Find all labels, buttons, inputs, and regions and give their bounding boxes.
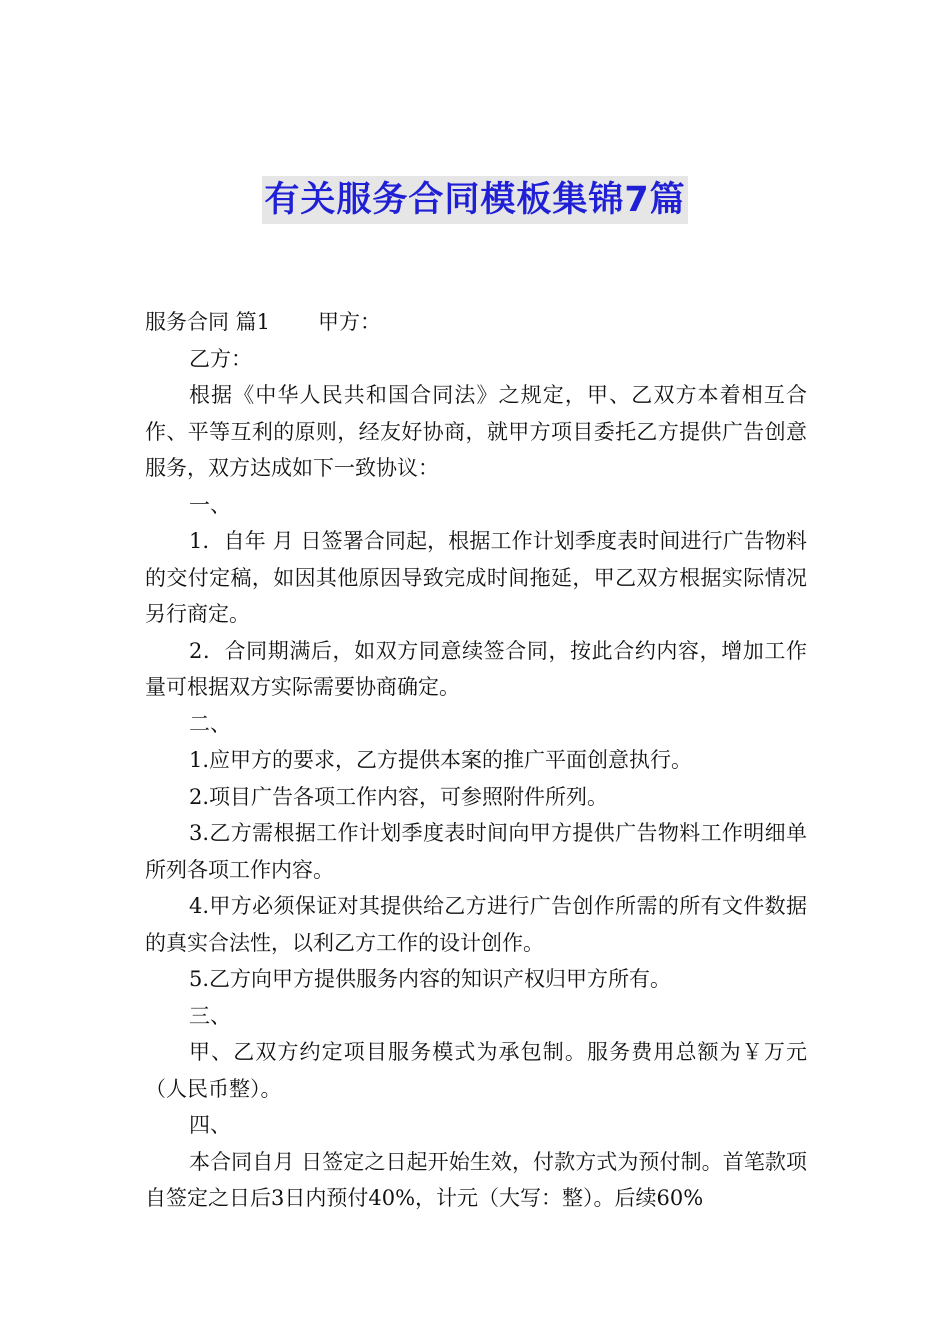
document-body [145,304,807,1217]
paragraph: 本合同自月 日签定之日起开始生效，付款方式为预付制。首笔款项自签定之日后3日内预付40%，计元（大写：整）。后续60% [145,1149,807,1210]
paragraph: 3.乙方需根据工作计划季度表时间向甲方提供广告物料工作明细单所列各项工作内容。 [145,821,807,882]
paragraph: 乙方： [189,346,252,371]
party-a-label: 甲方： [318,310,382,334]
paragraph: 2.项目广告各项工作内容，可参照附件所列。 [189,784,609,809]
title-container [0,176,950,224]
contract-heading: 服务合同 篇1 [145,310,271,334]
paragraph: 5.乙方向甲方提供服务内容的知识产权归甲方所有。 [189,967,672,991]
paragraph: 4.甲方必须保证对其提供给乙方进行广告创作所需的所有文件数据的真实合法性，以利乙方工作的设计创作。 [145,894,807,955]
paragraph: 三、 [189,1003,231,1028]
paragraph: 1.应甲方的要求，乙方提供本案的推广平面创意执行。 [189,748,693,772]
paragraph: 四、 [189,1113,231,1137]
document-title: 有关服务合同模板集锦7篇 [262,176,687,224]
paragraph: 一、 [189,492,231,517]
paragraph: 根据《中华人民共和国合同法》之规定，甲、乙双方本着相互合作、平等互利的原则，经友好协商，就甲方项目委托乙方提供广告创意服务，双方达成如下一致协议： [145,383,807,480]
paragraph: 1．自年 月 日签署合同起，根据工作计划季度表时间进行广告物料的交付定稿，如因其他原因导致完成时间拖延，甲乙双方根据实际情况另行商定。 [145,529,807,626]
paragraph: 甲、乙双方约定项目服务模式为承包制。服务费用总额为￥万元（人民币整）。 [145,1040,807,1101]
paragraph: 2．合同期满后，如双方同意续签合同，按此合约内容，增加工作量可根据双方实际需要协商确定。 [145,638,807,699]
paragraph: 二、 [189,711,231,736]
section-heading-line [145,304,807,341]
